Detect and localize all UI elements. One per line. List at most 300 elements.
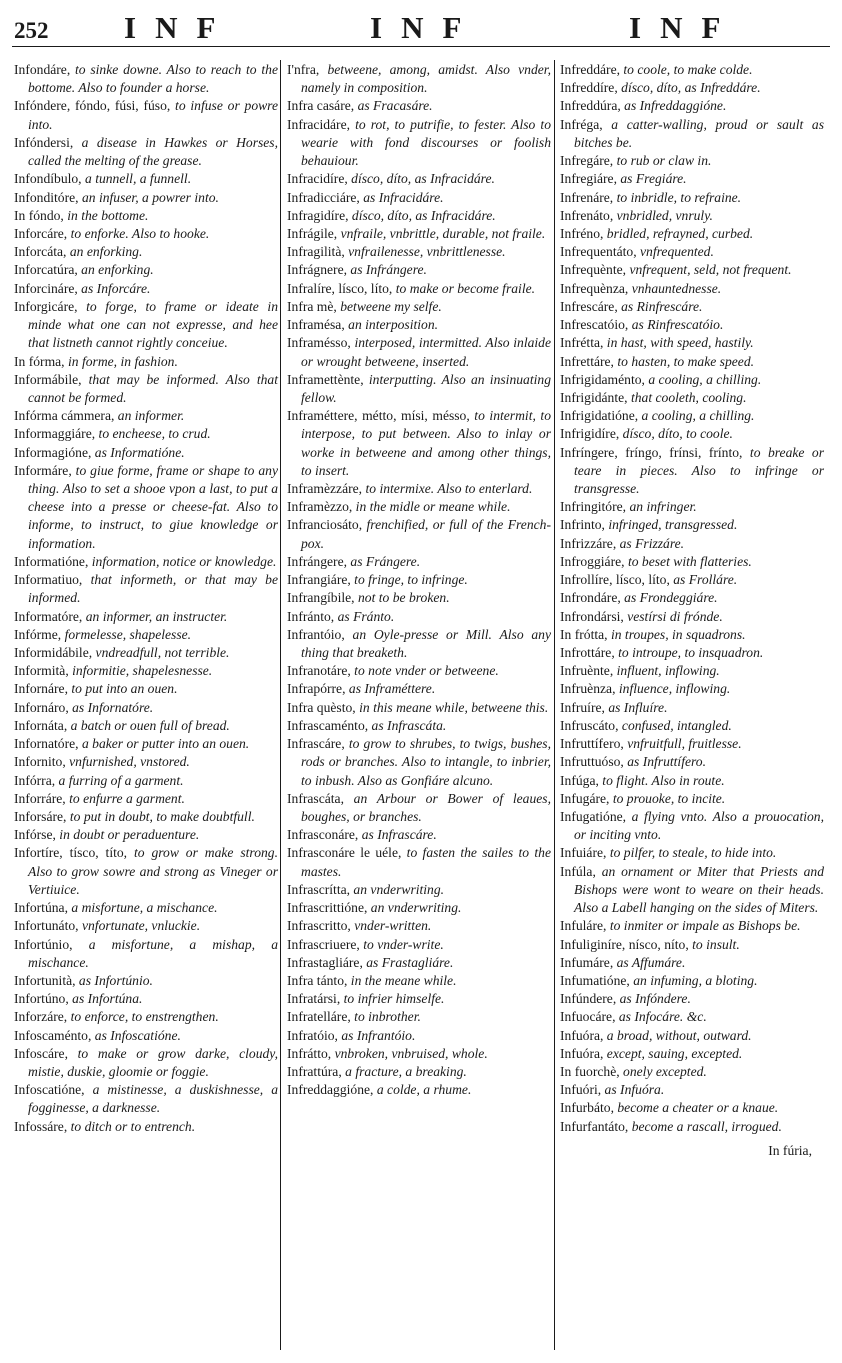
dictionary-entry	[287, 498, 551, 516]
dictionary-entry	[287, 316, 551, 334]
dictionary-entry	[560, 699, 824, 717]
definition: an informer, an instructer.	[82, 608, 228, 624]
dictionary-entry	[560, 116, 824, 152]
definition: to fringe, to infringe.	[350, 572, 468, 588]
headword: Infossáre,	[14, 1118, 68, 1134]
headword: Inframésa,	[287, 317, 345, 333]
dictionary-entry	[560, 407, 824, 425]
definition: information, notice or knowledge.	[88, 553, 277, 569]
definition: to hasten, to make speed.	[613, 353, 755, 369]
definition: vnfrailenesse, vnbrittlenesse.	[344, 244, 506, 260]
definition: a flying vnto. Also a prouocation, or inciting vnto.	[574, 808, 824, 843]
definition: as Frastagliáre.	[362, 954, 454, 970]
dictionary-entry	[14, 772, 278, 790]
headword: Infra quèsto,	[287, 699, 356, 715]
headword: Infóndersi,	[14, 134, 74, 150]
column-2	[287, 61, 551, 1099]
dictionary-entry	[287, 608, 551, 626]
definition: in doubt or peraduenture.	[55, 827, 200, 843]
definition: as Inforcáre.	[77, 280, 151, 296]
definition: interposed, intermitted. Also inlaide or wrought betweene, inserted.	[301, 335, 551, 369]
definition: an infuser, a powrer into.	[78, 189, 219, 205]
dictionary-entry	[287, 116, 551, 171]
dictionary-entry	[287, 225, 551, 243]
headword: Infortunáto,	[14, 918, 79, 934]
definition: as Infruttífero.	[623, 754, 707, 770]
definition: as Influíre.	[604, 699, 668, 715]
definition: informitie, shapelesnesse.	[68, 663, 213, 679]
definition: vnder-written.	[350, 918, 432, 934]
headword: Inforgicáre,	[14, 298, 78, 314]
headword: Infrigidíre,	[560, 426, 620, 442]
definition: vnbroken, vnbruised, whole.	[331, 1045, 488, 1061]
headword: Infralíre, lísco, líto,	[287, 280, 393, 296]
definition: an interposition.	[344, 317, 439, 333]
dictionary-entry	[14, 626, 278, 644]
headword: Infréga,	[560, 116, 603, 132]
definition: to infuse or powre into.	[28, 98, 278, 132]
headword: In fóndo,	[14, 207, 64, 223]
definition: as Infocáre. &c.	[615, 1009, 707, 1025]
headword: Infuláre,	[560, 918, 607, 934]
headword: Infringitóre,	[560, 499, 627, 515]
definition: as Infuóra.	[601, 1082, 665, 1098]
definition: in the bottome.	[63, 207, 149, 223]
headword: Infruènte,	[560, 663, 614, 679]
definition: an infuming, a bloting.	[629, 972, 758, 988]
dictionary-entry	[287, 1081, 551, 1099]
definition: vnfurnished, vnstored.	[65, 754, 190, 770]
dictionary-entry	[14, 917, 278, 935]
dictionary-entry	[14, 261, 278, 279]
headword: Infreddáre,	[560, 62, 620, 77]
dictionary-entry	[287, 790, 551, 826]
headword: Inforcáre,	[14, 225, 68, 241]
headword: Infórma cámmera,	[14, 408, 115, 424]
dictionary-entry	[560, 371, 824, 389]
headword: Infruíre,	[560, 699, 605, 715]
dictionary-entry	[14, 699, 278, 717]
headword: Infórme,	[14, 626, 62, 642]
definition: vnfruitfull, fruitlesse.	[623, 736, 742, 752]
definition: to fasten the sailes to the mastes.	[301, 845, 551, 879]
definition: as Infortúna.	[68, 991, 143, 1007]
definition: to put in doubt, to make doubtfull.	[66, 808, 255, 824]
running-head-center: INF	[370, 10, 481, 45]
headword: Infrequentáto,	[560, 244, 637, 260]
definition: a disease in Hawkes or Horses, called the melting of the grease.	[28, 134, 278, 169]
headword: Inforcináre,	[14, 280, 78, 296]
dictionary-entry	[14, 936, 278, 972]
definition: a baker or putter into an ouen.	[78, 736, 250, 752]
headword: Infrequènte,	[560, 262, 627, 278]
dictionary-entry	[14, 717, 278, 735]
dictionary-entry	[560, 863, 824, 918]
headword: Infurbáto,	[560, 1100, 614, 1116]
headword: Informidábile,	[14, 645, 93, 660]
headword: Infreddíre,	[560, 80, 618, 96]
dictionary-entry	[287, 280, 551, 298]
definition: to inmiter or impale as Bishops be.	[606, 918, 801, 934]
headword: Infrondársi,	[560, 608, 624, 624]
headword: Informáre,	[14, 462, 72, 478]
dictionary-entry	[14, 462, 278, 553]
dictionary-entry	[287, 1063, 551, 1081]
definition: to note vnder or betweene.	[350, 663, 499, 679]
dictionary-entry	[287, 936, 551, 954]
dictionary-entry	[14, 298, 278, 353]
definition: to intermit, to interpose, to put between. Also to inlay or worke in betweene and among other things, to insert.	[301, 408, 551, 478]
headword: Infrinto,	[560, 517, 605, 533]
headword: Infrascrítta,	[287, 881, 351, 897]
dictionary-entry	[560, 589, 824, 607]
dictionary-entry	[287, 717, 551, 735]
headword: Infornáre,	[14, 681, 68, 697]
page-header	[12, 6, 830, 46]
definition: confused, intangled.	[618, 717, 732, 733]
dictionary-entry	[14, 608, 278, 626]
dictionary-entry	[560, 844, 824, 862]
definition: an Arbour or Bower of leaues, boughes, or branches.	[301, 790, 551, 824]
header-rule	[12, 46, 830, 47]
dictionary-entry	[287, 589, 551, 607]
headword: Infra tánto,	[287, 972, 348, 988]
definition: a mistinesse, a duskishnesse, a fogginesse, a darknesse.	[28, 1082, 278, 1116]
headword: Infrágile,	[287, 225, 338, 241]
definition: frenchified, or full of the French-pox.	[301, 517, 551, 551]
dictionary-entry	[560, 280, 824, 298]
headword: Infornáro,	[14, 699, 69, 715]
definition: as Fracasáre.	[354, 98, 433, 114]
definition: a furring of a garment.	[55, 772, 184, 788]
dictionary-entry	[287, 899, 551, 917]
definition: to put into an ouen.	[67, 681, 178, 697]
headword: Infrizzáre,	[560, 535, 617, 551]
headword: Inforzáre,	[14, 1009, 68, 1025]
definition: to pilfer, to steale, to hide into.	[606, 845, 777, 861]
headword: Infrangiáre,	[287, 572, 351, 588]
catchword: In fúria,	[768, 1143, 812, 1158]
dictionary-entry	[14, 790, 278, 808]
definition: as Infoscatióne.	[91, 1027, 181, 1043]
headword: Infreddaggióne,	[287, 1082, 374, 1098]
dictionary-entry	[560, 680, 824, 698]
definition: to forge, to frame or ideate in minde what one can not expresse, and hee that listneth cannot rightly conceiue.	[28, 298, 278, 351]
definition: vnfrequented.	[636, 244, 714, 260]
definition: to enforke. Also to hooke.	[67, 225, 210, 241]
definition: as Rinfrescáre.	[617, 298, 703, 314]
headword: Infrascrittióne,	[287, 900, 368, 916]
definition: a misfortune, a mischance.	[67, 900, 218, 916]
definition: as Infrantóio.	[337, 1027, 416, 1043]
dictionary-entry	[560, 936, 824, 954]
dictionary-entry	[287, 261, 551, 279]
dictionary-entry	[287, 881, 551, 899]
headword: Infruttuóso,	[560, 754, 624, 770]
column-divider	[280, 60, 281, 1350]
headword: Infrondáre,	[560, 590, 621, 606]
headword: Infórra,	[14, 772, 56, 788]
dictionary-entry	[560, 1099, 824, 1117]
dictionary-entry	[560, 316, 824, 334]
definition: to breake or teare in pieces. Also to infringe or transgresse.	[574, 444, 824, 497]
definition: as Frondeggiáre.	[620, 590, 718, 606]
definition: in forme, in fashion.	[64, 353, 178, 369]
dictionary-entry	[14, 844, 278, 899]
definition: as Frángere.	[347, 553, 421, 569]
dictionary-entry	[14, 61, 278, 97]
dictionary-entry	[287, 243, 551, 261]
dictionary-entry	[560, 571, 824, 589]
headword: Infrángere,	[287, 553, 347, 569]
headword: Informábile,	[14, 371, 82, 387]
headword: Informatiuo,	[14, 572, 83, 588]
dictionary-entry	[560, 189, 824, 207]
headword: Infortíre, tísco, títo,	[14, 845, 128, 861]
headword: Infríngere, fríngo, frínsi, frínto,	[560, 444, 743, 460]
headword: Inframèzzo,	[287, 499, 353, 515]
running-head-left: INF	[124, 10, 235, 45]
dictionary-entry	[287, 516, 551, 552]
headword: Infrascáre,	[287, 736, 345, 752]
definition: to insult.	[688, 936, 740, 952]
headword: Informatióne,	[14, 553, 89, 569]
dictionary-entry	[560, 1045, 824, 1063]
headword: Infrastagliáre,	[287, 954, 363, 970]
headword: Infrátto,	[287, 1045, 332, 1061]
definition: influent, inflowing.	[613, 663, 720, 679]
headword: Infratóio,	[287, 1027, 338, 1043]
dictionary-entry	[287, 826, 551, 844]
dictionary-entry	[14, 189, 278, 207]
headword: Infuóra,	[560, 1027, 604, 1043]
column-3	[560, 61, 824, 1136]
page-number: 252	[14, 18, 49, 43]
headword: Infortúnio,	[14, 936, 73, 952]
dictionary-entry	[560, 753, 824, 771]
dictionary-entry	[560, 1118, 824, 1136]
definition: to beset with flatteries.	[624, 553, 752, 569]
dictionary-entry	[560, 298, 824, 316]
dictionary-entry	[14, 990, 278, 1008]
dictionary-entry	[560, 170, 824, 188]
column-divider	[554, 60, 555, 1350]
definition: an ornament or Miter that Priests and Bishops were wont to weare on their heads. Also a Labell hanging on the sides of Miters.	[574, 863, 824, 916]
headword: Informità,	[14, 663, 69, 679]
definition: a broad, without, outward.	[603, 1027, 752, 1043]
dictionary-entry	[560, 425, 824, 443]
headword: Infóndere, fóndo, fúsi, fúso,	[14, 98, 171, 114]
headword: Infoscáre,	[14, 1045, 68, 1061]
definition: a colde, a rhume.	[373, 1082, 472, 1098]
headword: Inforcatúra,	[14, 262, 78, 278]
dictionary-entry	[14, 735, 278, 753]
dictionary-entry	[14, 225, 278, 243]
definition: to intermixe. Also to enterlard.	[362, 481, 533, 497]
dictionary-entry	[287, 626, 551, 662]
headword: Infoscaménto,	[14, 1027, 92, 1043]
definition: an vnderwriting.	[350, 881, 445, 897]
dictionary-entry	[560, 626, 824, 644]
dictionary-entry	[560, 516, 824, 534]
headword: Infugáre,	[560, 790, 610, 806]
headword: Informagióne,	[14, 444, 92, 460]
dictionary-entry	[560, 790, 824, 808]
dictionary-entry	[14, 644, 278, 662]
definition: dísco, díto, as Infracidáre.	[348, 207, 496, 223]
definition: in this meane while, betweene this.	[355, 699, 549, 715]
headword: Infréno,	[560, 225, 604, 241]
headword: Infracidáre,	[287, 116, 351, 132]
headword: Infortunità,	[14, 972, 76, 988]
definition: vnfortunate, vnluckie.	[78, 918, 201, 934]
dictionary-entry	[14, 553, 278, 571]
headword: Infrangíbile,	[287, 590, 355, 606]
headword: Informatóre,	[14, 608, 83, 624]
dictionary-entry	[14, 444, 278, 462]
headword: Infrágnere,	[287, 262, 347, 278]
headword: In fórma,	[14, 353, 65, 369]
dictionary-entry	[560, 917, 824, 935]
dictionary-entry	[14, 1118, 278, 1136]
definition: to grow to shrubes, to twigs, bushes, rods or branches. Also to intangle, to inbrier, to inbush. Also as Gonfiáre alcuno.	[301, 736, 551, 788]
dictionary-entry	[287, 680, 551, 698]
definition: as Informatióne.	[91, 444, 185, 460]
definition: to make or become fraile.	[392, 280, 536, 296]
dictionary-entry	[560, 1008, 824, 1026]
definition: to inbridle, to refraine.	[613, 189, 742, 205]
dictionary-entry	[14, 808, 278, 826]
headword: Infranotáre,	[287, 663, 351, 679]
definition: an enforking.	[66, 244, 143, 260]
headword: Infrétta,	[560, 335, 604, 351]
dictionary-entry	[560, 772, 824, 790]
definition: as Infreddaggióne.	[620, 98, 727, 114]
headword: In fuorchè,	[560, 1064, 620, 1080]
definition: to infrier himselfe.	[340, 991, 445, 1007]
dictionary-entry	[560, 498, 824, 516]
dictionary-entry	[287, 917, 551, 935]
headword: Infúga,	[560, 772, 599, 788]
definition: to enforce, to enstrengthen.	[67, 1009, 219, 1025]
definition: a batch or ouen full of bread.	[67, 717, 230, 733]
definition: that may be informed. Also that cannot be formed.	[28, 371, 278, 405]
dictionary-entry	[14, 1045, 278, 1081]
definition: an enforking.	[77, 262, 154, 278]
headword: Infrenáre,	[560, 189, 614, 205]
definition: vnfraile, vnbrittle, durable, not fraile.	[337, 225, 546, 241]
headword: Infrapórre,	[287, 681, 346, 697]
dictionary-entry	[14, 280, 278, 298]
headword: Infuóri,	[560, 1082, 602, 1098]
dictionary-entry	[14, 972, 278, 990]
headword: Infrascriuere,	[287, 936, 360, 952]
definition: that informeth, or that may be informed.	[28, 572, 278, 606]
headword: Infrettáre,	[560, 353, 614, 369]
headword: Infortúno,	[14, 991, 69, 1007]
headword: Infregáre,	[560, 153, 614, 169]
dictionary-entry	[14, 899, 278, 917]
dictionary-entry	[560, 1027, 824, 1045]
headword: Infruscáto,	[560, 717, 619, 733]
dictionary-entry	[560, 808, 824, 844]
headword: Infúla,	[560, 863, 596, 879]
headword: Infondíbulo,	[14, 171, 82, 187]
dictionary-entry	[560, 444, 824, 499]
running-head-right: INF	[629, 10, 740, 45]
definition: dísco, díto, as Infracidáre.	[347, 171, 495, 187]
dictionary-entry	[560, 1081, 824, 1099]
headword: Infuóra,	[560, 1045, 604, 1061]
definition: as Frizzáre.	[616, 535, 685, 551]
definition: to coole, to make colde.	[620, 62, 753, 77]
dictionary-entry	[14, 1081, 278, 1117]
definition: betweene, among, amidst. Also vnder, namely in composition.	[301, 62, 551, 96]
dictionary-entry	[287, 571, 551, 589]
headword: Infondáre,	[14, 62, 71, 77]
definition: vnfrequent, seld, not frequent.	[626, 262, 792, 278]
definition: dísco, díto, as Infreddáre.	[617, 80, 761, 96]
headword: Infornito,	[14, 754, 66, 770]
headword: Infumatióne,	[560, 972, 630, 988]
definition: a tunnell, a funnell.	[81, 171, 192, 187]
headword: Inforsáre,	[14, 808, 67, 824]
dictionary-entry	[287, 97, 551, 115]
definition: become a rascall, irrogued.	[628, 1118, 782, 1134]
dictionary-entry	[560, 225, 824, 243]
headword: Inframèzzáre,	[287, 481, 363, 497]
headword: Inframésso,	[287, 335, 351, 351]
definition: to giue forme, frame or shape to any thing. Also to set a shooe vpon a last, to put a cheese into a presse or cheese-fat. Also to informe, to instruct, to giue knowledge or information.	[28, 462, 278, 551]
dictionary-entry	[560, 152, 824, 170]
definition: to sinke downe. Also to reach to the bottome. Also to founder a horse.	[28, 62, 278, 96]
headword: Infrasconáre le uéle,	[287, 845, 402, 861]
definition: to rot, to putrifie, to fester. Also to wearie with fond discourses or foolish behauiour.	[301, 116, 551, 169]
headword: Infumáre,	[560, 954, 614, 970]
definition: as Infortúnio.	[75, 972, 153, 988]
definition: as Infrascáta.	[368, 717, 447, 733]
definition: as Fránto.	[334, 608, 395, 624]
definition: in troupes, in squadrons.	[607, 626, 746, 642]
dictionary-entry	[560, 207, 824, 225]
dictionary-entry	[14, 207, 278, 225]
headword: Infrattúra,	[287, 1064, 342, 1080]
headword: Infrantóio,	[287, 626, 345, 642]
dictionary-entry	[560, 97, 824, 115]
definition: formelesse, shapelesse.	[61, 626, 192, 642]
dictionary-entry	[560, 662, 824, 680]
headword: Infragilità,	[287, 244, 345, 260]
definition: a fracture, a breaking.	[341, 1064, 467, 1080]
definition: to enfurre a garment.	[65, 790, 185, 806]
headword: Infonditóre,	[14, 189, 79, 205]
dictionary-entry	[560, 735, 824, 753]
headword: Infruènza,	[560, 681, 616, 697]
definition: as Infrascáre.	[358, 827, 437, 843]
definition: an vnderwriting.	[367, 900, 462, 916]
headword: I'nfra,	[287, 62, 320, 77]
dictionary-entry	[560, 61, 824, 79]
definition: vndreadfull, not terrible.	[92, 645, 230, 660]
definition: to rub or claw in.	[613, 153, 712, 169]
dictionary-entry	[287, 990, 551, 1008]
headword: Infuiáre,	[560, 845, 607, 861]
headword: Infradicciáre,	[287, 189, 360, 205]
dictionary-entry	[287, 298, 551, 316]
definition: an infringer.	[626, 499, 697, 515]
dictionary-entry	[287, 61, 551, 97]
definition: influence, inflowing.	[615, 681, 731, 697]
